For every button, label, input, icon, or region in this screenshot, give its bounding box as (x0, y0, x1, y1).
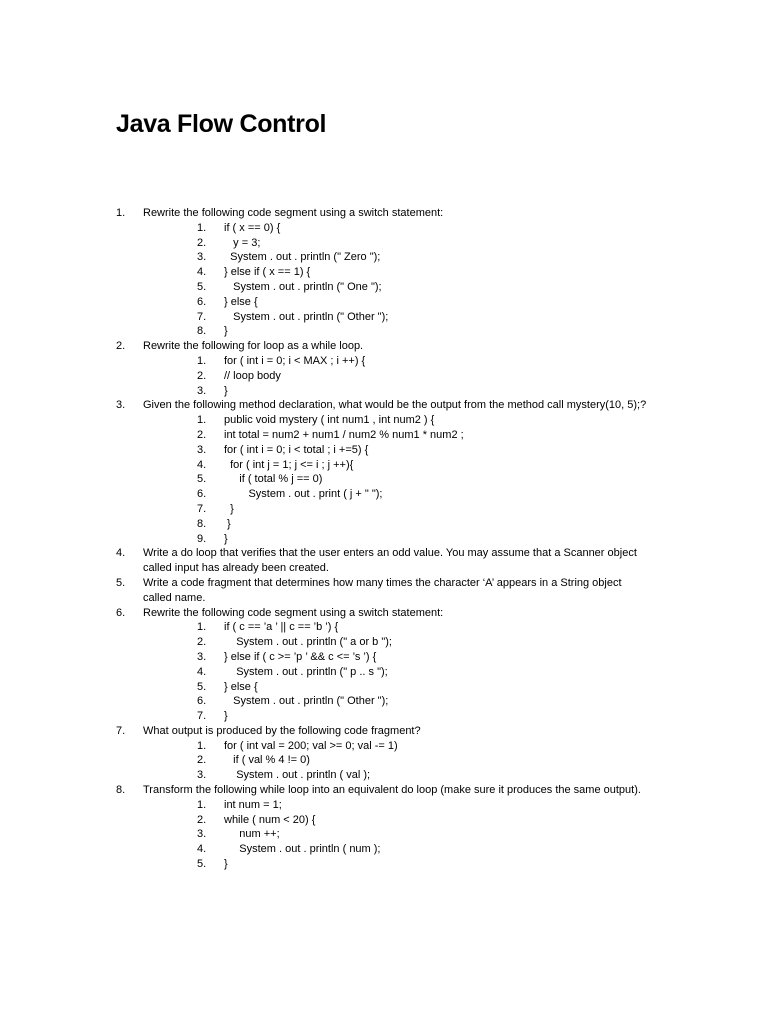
code-line (0, 354, 768, 369)
code-line-text: } (224, 325, 228, 338)
code-line-number: 9. (197, 532, 207, 545)
code-line (0, 250, 768, 265)
question-text: Write a do loop that verifies that the user enters an odd value. You may assume that a Scanner object called input has already been created. (143, 547, 637, 575)
code-line-text: num ++; (224, 828, 280, 841)
code-line-number: 2. (197, 236, 207, 249)
code-line-number: 1. (197, 414, 207, 427)
code-line-text: for ( int i = 0; i < MAX ; i ++) { (224, 354, 366, 367)
code-line-text: int num = 1; (224, 798, 282, 811)
code-line-number: 3. (197, 828, 207, 841)
code-line-text: for ( int j = 1; j <= i ; j ++){ (224, 458, 354, 471)
code-line-number: 8. (197, 517, 207, 530)
code-line (0, 221, 768, 236)
code-listing (0, 413, 768, 546)
question-text: Given the following method declaration, what would be the output from the method call mystery(10, 5);? (143, 399, 647, 412)
code-line-text: } (224, 710, 228, 723)
code-line-text: for ( int val = 200; val >= 0; val -= 1) (224, 739, 398, 752)
code-line-number: 3. (197, 443, 207, 456)
code-line-number: 1. (197, 798, 207, 811)
code-line (0, 739, 768, 754)
code-line-text: public void mystery ( int num1 , int num2 ) { (224, 414, 435, 427)
question-item (0, 339, 768, 398)
code-line-text: } else if ( x == 1) { (224, 266, 311, 279)
code-line-number: 3. (197, 769, 207, 782)
code-line-text: System . out . println (" One "); (224, 280, 382, 293)
question-text: What output is produced by the following code fragment? (143, 724, 421, 737)
question-number: 8. (116, 784, 126, 797)
code-line-number: 1. (197, 739, 207, 752)
code-line (0, 813, 768, 828)
question-item (0, 724, 768, 783)
code-line-text: } (224, 502, 234, 515)
code-line-text: System . out . println (" Zero "); (224, 251, 381, 264)
code-line-number: 5. (197, 280, 207, 293)
code-line-text: } (224, 532, 228, 545)
code-line (0, 827, 768, 842)
question-number: 2. (116, 340, 126, 353)
code-line (0, 768, 768, 783)
question-number: 6. (116, 606, 126, 619)
code-line (0, 842, 768, 857)
code-line (0, 487, 768, 502)
code-line (0, 694, 768, 709)
code-line (0, 532, 768, 547)
question-text: Rewrite the following code segment using a switch statement: (143, 207, 444, 219)
question-item (0, 206, 768, 339)
code-line (0, 265, 768, 280)
code-listing (0, 798, 768, 872)
code-line (0, 324, 768, 339)
code-line-text: System . out . println (" p .. s "); (224, 665, 388, 678)
code-line (0, 280, 768, 295)
code-line-text: } else { (224, 680, 258, 693)
code-line-number: 3. (197, 384, 207, 397)
question-number: 3. (116, 399, 126, 412)
code-listing (0, 739, 768, 783)
code-line (0, 413, 768, 428)
code-line-text: System . out . println ( num ); (224, 843, 381, 856)
code-line (0, 428, 768, 443)
code-line (0, 517, 768, 532)
code-line-text: if ( c == ’a ’ || c == ’b ’) { (224, 621, 339, 634)
code-line-number: 8. (197, 325, 207, 338)
code-line-number: 1. (197, 221, 207, 234)
code-line-number: 7. (197, 310, 207, 323)
code-line (0, 620, 768, 635)
code-line-number: 6. (197, 695, 207, 708)
code-line-number: 1. (197, 354, 207, 367)
question-list (0, 206, 768, 872)
code-line-text: } else if ( c >= ’p ’ && c <= ’s ’) { (224, 650, 377, 663)
question-number: 1. (116, 207, 126, 219)
code-line-number: 2. (197, 754, 207, 767)
code-line-text: System . out . println (" Other "); (224, 695, 389, 708)
code-line-text: System . out . print ( j + " "); (224, 488, 383, 501)
code-line-text: } (224, 517, 231, 530)
code-line-text: } else { (224, 295, 258, 308)
question-number: 7. (116, 724, 126, 737)
code-line-text: if ( val % 4 != 0) (224, 754, 310, 767)
question-text: Rewrite the following code segment using a switch statement: (143, 606, 444, 619)
code-line (0, 295, 768, 310)
code-line-number: 5. (197, 680, 207, 693)
code-line-text: } (224, 384, 228, 397)
code-line-number: 3. (197, 650, 207, 663)
code-line-text: System . out . println ( val ); (224, 769, 371, 782)
code-line-number: 2. (197, 813, 207, 826)
code-line-text: } (224, 858, 228, 871)
question-item (0, 546, 768, 576)
code-listing (0, 354, 768, 398)
question-number: 5. (116, 576, 126, 589)
code-line (0, 635, 768, 650)
code-line (0, 472, 768, 487)
code-line-number: 4. (197, 266, 207, 279)
code-line-number: 5. (197, 858, 207, 871)
code-line-number: 2. (197, 428, 207, 441)
code-line-text: System . out . println (" a or b "); (224, 636, 392, 649)
code-line (0, 369, 768, 384)
code-line-number: 4. (197, 665, 207, 678)
code-line-text: if ( total % j == 0) (224, 473, 323, 486)
code-line-number: 3. (197, 251, 207, 264)
code-line-text: System . out . println (" Other "); (224, 310, 389, 323)
code-line-text: if ( x == 0) { (224, 221, 281, 234)
code-listing (0, 620, 768, 724)
code-line-number: 2. (197, 369, 207, 382)
code-line (0, 753, 768, 768)
question-text: Rewrite the following for loop as a while loop. (143, 340, 364, 353)
code-line-number: 4. (197, 843, 207, 856)
code-line (0, 798, 768, 813)
code-line-number: 6. (197, 295, 207, 308)
code-line-number: 5. (197, 473, 207, 486)
code-line-number: 1. (197, 621, 207, 634)
code-line-number: 7. (197, 710, 207, 723)
question-item (0, 783, 768, 872)
question-item (0, 606, 768, 724)
document-title: Java Flow Control (116, 110, 327, 138)
code-listing (0, 221, 768, 339)
code-line-number: 6. (197, 488, 207, 501)
code-line-number: 7. (197, 502, 207, 515)
question-item (0, 576, 768, 606)
code-line-number: 2. (197, 636, 207, 649)
code-line-text: y = 3; (224, 236, 261, 249)
question-number: 4. (116, 547, 126, 560)
code-line (0, 443, 768, 458)
code-line-text: int total = num2 + num1 / num2 % num1 * num2 ; (224, 428, 464, 441)
code-line (0, 857, 768, 872)
code-line-number: 4. (197, 458, 207, 471)
question-text: Write a code fragment that determines how many times the character ‘A’ appears in a String object called name. (143, 576, 622, 604)
code-line (0, 502, 768, 517)
code-line (0, 236, 768, 251)
code-line (0, 650, 768, 665)
code-line (0, 384, 768, 399)
code-line (0, 680, 768, 695)
code-line-text: for ( int i = 0; i < total ; i +=5) { (224, 443, 369, 456)
code-line (0, 310, 768, 325)
code-line-text: // loop body (224, 369, 281, 382)
question-item (0, 398, 768, 546)
code-line (0, 665, 768, 680)
code-line (0, 458, 768, 473)
code-line-text: while ( num < 20) { (224, 813, 316, 826)
code-line (0, 709, 768, 724)
question-text: Transform the following while loop into an equivalent do loop (make sure it produces the same output). (143, 784, 641, 797)
